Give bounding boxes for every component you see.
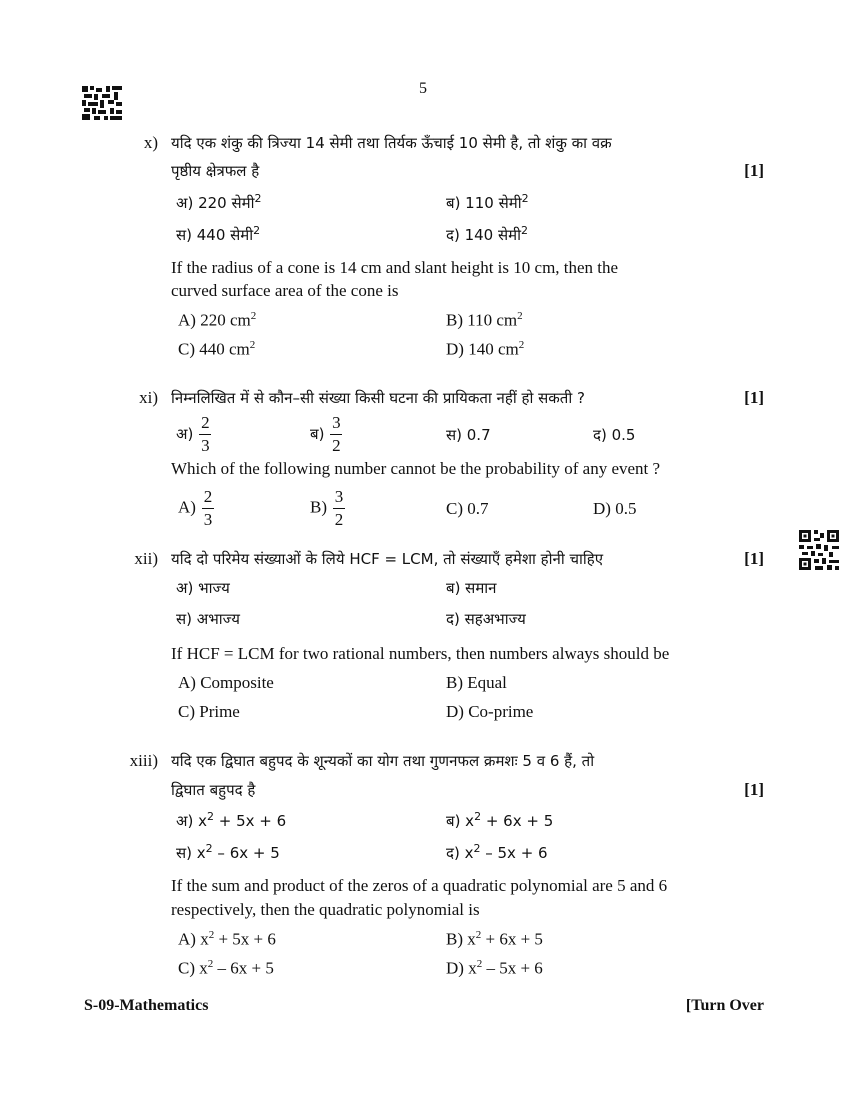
question-xii-hindi-option-d: द) सहअभाज्य (446, 610, 526, 628)
question-x-hindi-line-1: यदि एक शंकु की त्रिज्या 14 सेमी तथा तिर्यक ऊँचाई 10 सेमी है, तो शंकु का वक्र (171, 134, 612, 152)
question-xi-hindi-line-1: निम्नलिखित में से कौन–सी संख्या किसी घटना की प्रायिकता नहीं हो सकती ? (171, 389, 585, 407)
question-x-english-option-d: D) 140 $cm^2$ (446, 339, 525, 359)
question-xiii-hindi-line-2: द्विघात बहुपद है (171, 781, 256, 799)
question-xiii-hindi-option-c: स) $x^2 - 6x + 5$ (176, 842, 280, 862)
question-xii-english-option-d: D) Co-prime (446, 702, 534, 721)
question-x-hindi-option-d: द) 140 सेमी$^2$ (446, 224, 528, 244)
question-xi-hindi-option-a: अ) $\frac{2}{3}$ (176, 413, 210, 455)
question-xii-hindi-option-c: स) अभाज्य (176, 610, 240, 628)
question-xiii-hindi-option-a: अ) $x^2 + 5x + 6$ (176, 810, 287, 830)
question-xiii-hindi-option-b: ब) $x^2 + 6x + 5$ (446, 810, 554, 830)
question-xi-english-option-a: A) $\frac{2}{3}$ (178, 487, 213, 529)
question-x-english-line-2: curved surface area of the cone is (171, 281, 399, 300)
question-xiii-hindi-line-1: यदि एक द्विघात बहुपद के शून्यकों का योग तथा गुणनफल क्रमशः 5 व 6 हैं, तो (171, 752, 595, 770)
question-xii-marks: [1] (744, 549, 764, 568)
question-xiii-english-line-1: If the sum and product of the zeros of a quadratic polynomial are 5 and 6 (171, 876, 668, 895)
question-x-english-option-c: C) 440 $cm^2$ (178, 339, 256, 359)
question-number-xiii: xiii) (129, 751, 158, 770)
question-xi-english-line-1: Which of the following number cannot be the probability of any event ? (171, 459, 661, 478)
question-xii-english-option-b: B) Equal (446, 673, 507, 692)
question-xi-english-option-c: C) 0.7 (446, 499, 489, 518)
question-number-xii: xii) (134, 549, 158, 568)
question-x-english-option-a: A) 220 $cm^2$ (178, 310, 257, 330)
question-xi-english-option-d: D) 0.5 (593, 499, 637, 518)
question-xii-hindi-line-1: यदि दो परिमेय संख्याओं के लिये HCF = LCM, तो संख्याएँ हमेशा होनी चाहिए (171, 550, 604, 568)
question-xiii-marks: [1] (744, 780, 764, 799)
question-xii-hindi-option-b: ब) समान (446, 579, 497, 597)
footer-turn-over: [Turn Over (685, 997, 764, 1014)
question-x-hindi-option-a: अ) 220 सेमी$^2$ (176, 192, 262, 212)
question-xiii-english-option-b: B) $x^2 + 6x + 5$ (446, 929, 543, 949)
question-xii-english-option-c: C) Prime (178, 702, 240, 721)
page-number: 5 (419, 80, 427, 97)
question-number-x: x) (143, 133, 158, 152)
question-xii-hindi-option-a: अ) भाज्य (176, 579, 230, 597)
question-x-hindi-option-c: स) 440 सेमी$^2$ (176, 224, 261, 244)
question-xiii-english-option-c: C) $x^2 - 6x + 5$ (178, 958, 274, 978)
question-x-english-option-b: B) 110 $cm^2$ (446, 310, 523, 330)
question-number-xi: xi) (139, 388, 158, 407)
question-x-english-line-1: If the radius of a cone is 14 cm and slant height is 10 cm, then the (171, 258, 619, 277)
question-xi-hindi-option-d: द) 0.5 (593, 426, 636, 444)
qr-code-top-left (82, 86, 122, 120)
question-x-hindi-line-2: पृष्ठीय क्षेत्रफल है (171, 162, 260, 180)
question-xii-english-line-1: If HCF = LCM for two rational numbers, then numbers always should be (171, 644, 670, 663)
question-xiii-english-line-2: respectively, then the quadratic polynomial is (171, 900, 480, 919)
footer-paper-code: S-09-Mathematics (84, 997, 209, 1014)
question-xii-english-option-a: A) Composite (178, 673, 274, 692)
question-xi-marks: [1] (744, 388, 764, 407)
question-x-marks: [1] (744, 161, 764, 180)
question-xiii-english-option-d: D) $x^2 - 5x + 6$ (446, 958, 543, 978)
qr-code-right (799, 530, 839, 570)
question-xiii-english-option-a: A) $x^2 + 5x + 6$ (178, 929, 276, 949)
question-xi-english-option-b: B) $\frac{3}{2}$ (310, 487, 344, 529)
question-x-hindi-option-b: ब) 110 सेमी$^2$ (446, 192, 529, 212)
question-xi-hindi-option-b: ब) $\frac{3}{2}$ (310, 413, 341, 455)
question-xiii-hindi-option-d: द) $x^2 - 5x + 6$ (446, 842, 548, 862)
question-xi-hindi-option-c: स) 0.7 (446, 426, 491, 444)
